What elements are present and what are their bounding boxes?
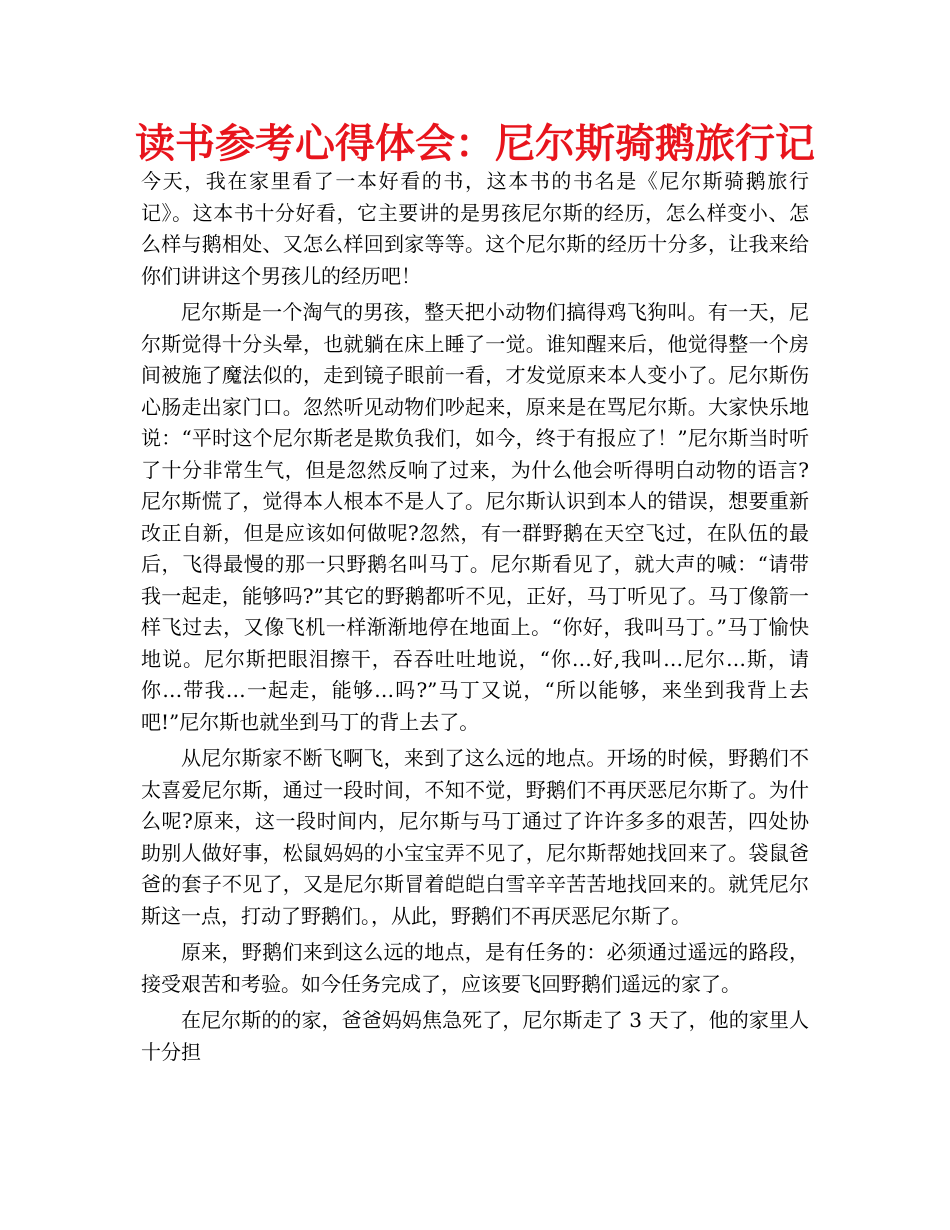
document-body [141,166,809,1073]
paragraph-home: 在尼尔斯的的家，爸爸妈妈焦急死了，尼尔斯走了 3 天了，他的家里人十分担 [141,1008,809,1064]
paragraph-mission: 原来，野鹅们来到这么远的地点，是有任务的：必须通过遥远的路段，接受艰苦和考验。如今任务完成了，应该要飞回野鹅们遥远的家了。 [141,940,809,996]
document-title: 读书参考心得体会：尼尔斯骑鹅旅行记 [135,121,815,167]
paragraph-intro: 今天，我在家里看了一本好看的书，这本书的书名是《尼尔斯骑鹅旅行记》。这本书十分好看，它主要讲的是男孩尼尔斯的经历，怎么样变小、怎么样与鹅相处、又怎么样回到家等等。这个尼尔斯的经历十分多，让我来给你们讲讲这个男孩儿的经历吧！ [141,169,809,288]
paragraph-journey: 从尼尔斯家不断飞啊飞，来到了这么远的地点。开场的时候，野鹅们不太喜爱尼尔斯，通过一段时间，不知不觉，野鹅们不再厌恶尼尔斯了。为什么呢?原来，这一段时间内，尼尔斯与马丁通过了许许多多的艰苦，四处协助别人做好事，松鼠妈妈的小宝宝弄不见了，尼尔斯帮她找回来了。袋鼠爸爸的套子不见了，又是尼尔斯冒着皑皑白雪辛辛苦苦地找回来的。就凭尼尔斯这一点，打动了野鹅们。，从此，野鹅们不再厌恶尼尔斯了。 [141,746,809,928]
paragraph-nils-transformation: 尼尔斯是一个淘气的男孩，整天把小动物们搞得鸡飞狗叫。有一天，尼尔斯觉得十分头晕，也就躺在床上睡了一觉。谁知醒来后，他觉得整一个房间被施了魔法似的，走到镜子眼前一看，才发觉原来本人变小了。尼尔斯伤心肠走出家门口。忽然听见动物们吵起来，原来是在骂尼尔斯。大家快乐地说：“平时这个尼尔斯老是欺负我们，如今，终于有报应了！”尼尔斯当时听了十分非常生气，但是忽然反响了过来，为什么他会听得明白动物的语言?尼尔斯慌了，觉得本人根本不是人了。尼尔斯认识到本人的错误，想要重新改正自新，但是应该如何做呢?忽然，有一群野鹅在天空飞过，在队伍的最后，飞得最慢的那一只野鹅名叫马丁。尼尔斯看见了，就大声的喊：“请带我一起走，能够吗?”其它的野鹅都听不见，正好，马丁听见了。马丁像箭一样飞过去，又像飞机一样渐渐地停在地面上。“你好，我叫马丁。”马丁愉快地说。尼尔斯把眼泪擦干，吞吞吐吐地说，“你…好,我叫…尼尔…斯，请你…带我…一起走，能够…吗?”马丁又说，“所以能够，来坐到我背上去吧!”尼尔斯也就坐到马丁的背上去了。 [141,300,809,734]
